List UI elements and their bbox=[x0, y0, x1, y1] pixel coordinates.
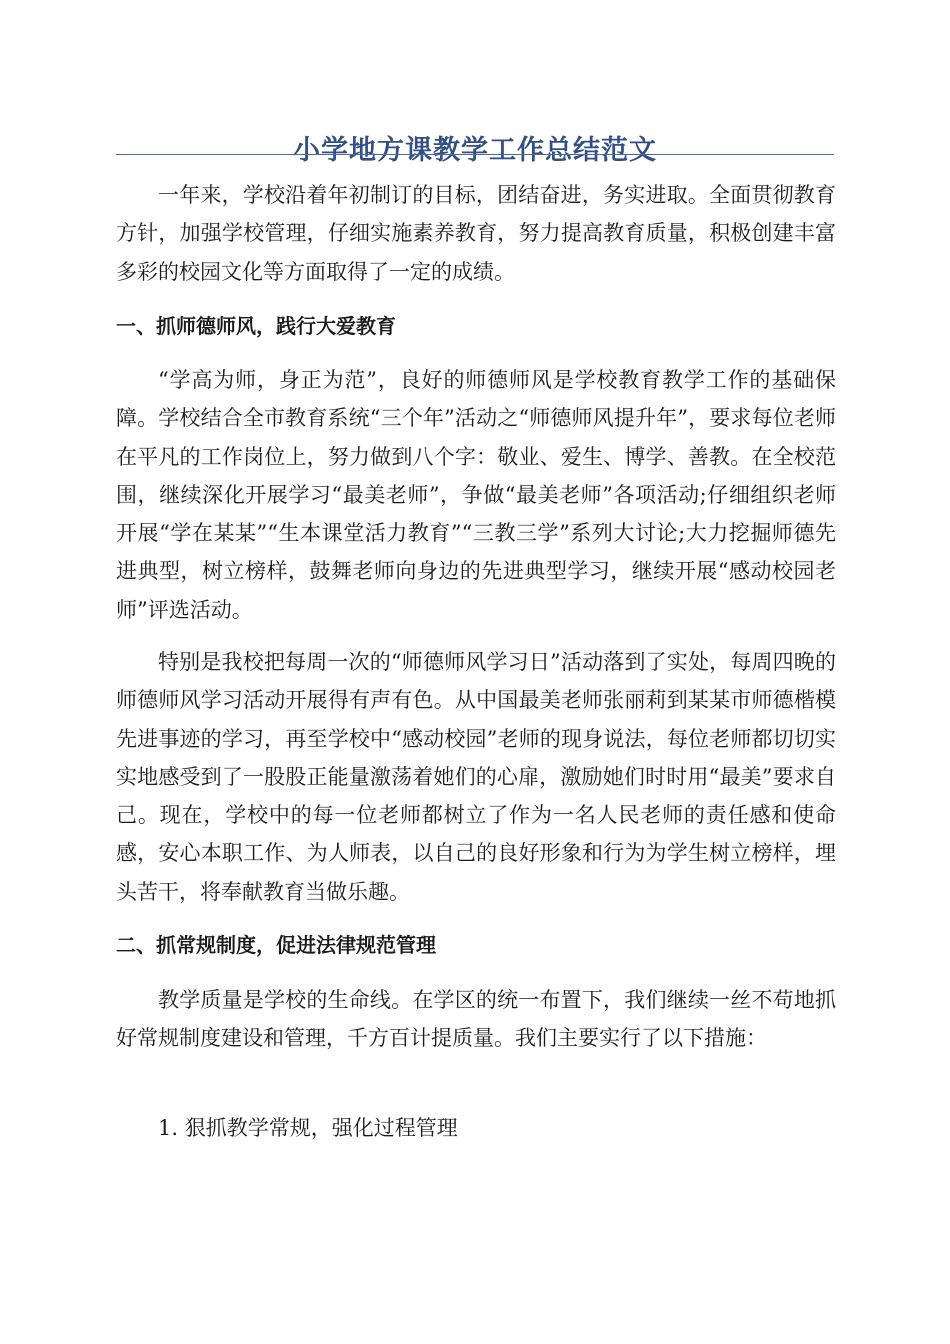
section-2-paragraph-1: 教学质量是学校的生命线。在学区的统一布置下，我们继续一丝不苟地抓好常规制度建设和管理，千方百计提质量。我们主要实行了以下措施： bbox=[116, 988, 836, 1051]
title-underline bbox=[116, 154, 834, 155]
document-title: 小学地方课教学工作总结范文 bbox=[293, 135, 657, 167]
section-1-heading: 一、抓师德师风，践行大爱教育 bbox=[116, 314, 396, 338]
section-2-heading: 二、抓常规制度，促进法律规范管理 bbox=[116, 933, 436, 957]
section-1-paragraph-2: 特别是我校把每周一次的“师德师风学习日”活动落到了实处，每周四晚的师德师风学习活动开展得有声有色。从中国最美老师张丽莉到某某市师德楷模先进事迹的学习，再至学校中“感动校园”老师的现身说法，每位老师都切切实实地感受到了一股股正能量激荡着她们的心扉，激励她们时时用“最美”要求自己。现在，学校中的每一位老师都树立了作为一名人民老师的责任感和使命感，安心本职工作、为人师表，以自己的良好形象和行为为学生树立榜样，埋头苦干，将奉献教育当做乐趣。 bbox=[116, 650, 836, 904]
section-1-paragraph-1: “学高为师，身正为范”，良好的师德师风是学校教育教学工作的基础保障。学校结合全市教育系统“三个年”活动之“师德师风提升年”，要求每位老师在平凡的工作岗位上，努力做到八个字：敬业、爱生、博学、善教。在全校范围，继续深化开展学习“最美老师”，争做“最美老师”各项活动;仔细组织老师开展“学在某某”“生本课堂活力教育”“三教三学”系列大讨论;大力挖掘师德先进典型，树立榜样，鼓舞老师向身边的先进典型学习，继续开展“感动校园老师”评选活动。 bbox=[116, 368, 836, 622]
section-2-list-item-1: 1. 狠抓教学常规，强化过程管理 bbox=[158, 1116, 458, 1140]
intro-paragraph: 一年来，学校沿着年初制订的目标，团结奋进，务实进取。全面贯彻教育方针，加强学校管理，仔细实施素养教育，努力提高教育质量，积极创建丰富多彩的校园文化等方面取得了一定的成绩。 bbox=[116, 183, 836, 284]
